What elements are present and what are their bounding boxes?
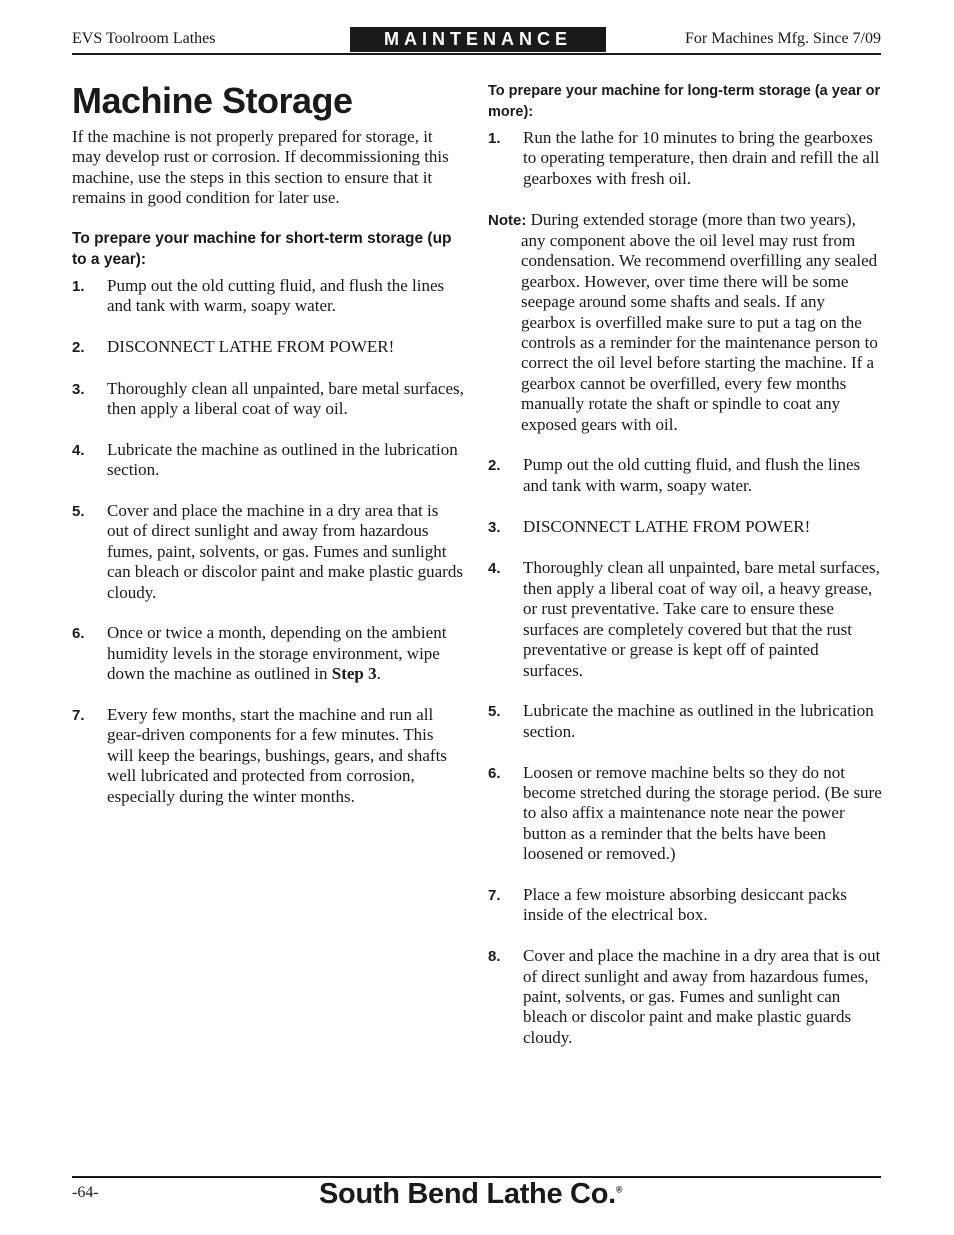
short-term-step <box>72 337 464 358</box>
step-text: Every few months, start the machine and run all gear-driven components for a few minutes. This will keep the bearings, bushings, gears, and shafts well lubricated and protected from corrosion, especially during the winter months. <box>107 705 447 806</box>
short-term-step <box>72 623 464 684</box>
step-reference: Step 3 <box>331 664 377 684</box>
long-term-step <box>488 946 882 1048</box>
step-number: 5. <box>488 703 501 721</box>
brand-logo <box>319 1178 622 1211</box>
step-text-tail: . <box>376 664 381 684</box>
left-column <box>72 80 464 827</box>
short-term-heading: To prepare your machine for short-term storage (up to a year): <box>72 229 452 268</box>
short-term-step <box>72 379 464 420</box>
long-term-step <box>488 885 882 926</box>
step-number: 5. <box>72 503 85 521</box>
short-term-step <box>72 501 464 603</box>
brand-name: South Bend Lathe Co. <box>319 1178 616 1210</box>
storage-note <box>488 210 882 435</box>
step-text: DISCONNECT LATHE FROM POWER! <box>523 516 811 536</box>
header-model-note: For Machines Mfg. Since 7/09 <box>685 30 881 47</box>
intro-paragraph: If the machine is not properly prepared for storage, it may develop rust or corrosion. If decommissioning this machine, use the steps in this section to ensure that it remains in good condition for later use. <box>72 127 449 208</box>
step-text: Pump out the old cutting fluid, and flush the lines and tank with warm, soapy water. <box>107 275 445 316</box>
step-text: Loosen or remove machine belts so they do not become stretched during the storage period. (Be sure to also affix a maintenance note near the power button as a reminder that the belts have been loosened or removed.) <box>523 762 882 864</box>
step-number: 8. <box>488 948 501 966</box>
step-number: 7. <box>72 707 85 725</box>
step-text: Run the lathe for 10 minutes to bring the gearboxes to operating temperature, then drain and refill the all gearboxes with fresh oil. <box>523 128 880 188</box>
step-number: 4. <box>488 560 501 578</box>
step-text: Lubricate the machine as outlined in the lubrication section. <box>107 439 458 480</box>
header-manual-title: EVS Toolroom Lathes <box>72 30 216 47</box>
step-number: 3. <box>72 380 85 398</box>
right-column <box>488 80 882 1069</box>
step-number: 6. <box>72 625 85 643</box>
page-header <box>72 27 881 54</box>
step-number: 6. <box>488 764 501 782</box>
long-term-step <box>488 558 882 680</box>
short-term-step <box>72 276 464 317</box>
long-term-heading: To prepare your machine for long-term storage (a year or more): <box>488 83 881 120</box>
note-text: During extended storage (more than two years), any component above the oil level may rust from condensation. We recommend overfilling any sealed gearbox. However, over time there will be some seepage around some shafts and seals. If any gearbox is overfilled make sure to put a tag on the controls as a reminder for the maintenance person to correct the oil level before starting the machine. If a gearbox cannot be overfilled, every few months manually rotate the shaft or spindle to coat any exposed gears with oil. <box>521 209 878 434</box>
step-text: Thoroughly clean all unpainted, bare metal surfaces, then apply a liberal coat of way oil, a heavy grease, or rust preventative. Take care to ensure these surfaces are completely covered but that the rust preventative or grease is kept off of painted surfaces. <box>523 558 880 680</box>
step-number: 2. <box>72 338 85 356</box>
step-text: Cover and place the machine in a dry area that is out of direct sunlight and away from hazardous fumes, paint, solvents, or gas. Fumes and sunlight can bleach or discolor paint and make plastic guards cloudy. <box>107 501 463 602</box>
registered-mark: ® <box>615 1184 623 1195</box>
page-number: -64- <box>72 1184 99 1201</box>
step-number: 7. <box>488 886 501 904</box>
step-number: 1. <box>72 277 85 295</box>
short-term-step <box>72 705 464 807</box>
note-label: Note: <box>488 211 527 229</box>
long-term-step <box>488 701 882 742</box>
long-term-step <box>488 455 882 496</box>
step-text: Place a few moisture absorbing desiccant packs inside of the electrical box. <box>523 884 847 925</box>
step-number: 2. <box>488 457 501 475</box>
step-text: DISCONNECT LATHE FROM POWER! <box>107 336 395 356</box>
step-number: 4. <box>72 441 85 459</box>
header-rule <box>72 53 881 55</box>
long-term-step <box>488 128 882 189</box>
step-text: Pump out the old cutting fluid, and flush the lines and tank with warm, soapy water. <box>523 455 861 495</box>
step-text: Lubricate the machine as outlined in the lubrication section. <box>523 701 874 741</box>
page-title: Machine Storage <box>72 80 353 121</box>
long-term-step <box>488 517 882 538</box>
short-term-step <box>72 440 464 481</box>
step-text <box>107 623 464 684</box>
long-term-step <box>488 763 882 865</box>
step-number: 3. <box>488 518 501 536</box>
step-text: Thoroughly clean all unpainted, bare metal surfaces, then apply a liberal coat of way oil. <box>107 378 464 419</box>
step-text-lead: Once or twice a month, depending on the ambient humidity levels in the storage environment, wipe down the machine as outlined in <box>107 623 447 684</box>
header-section-label: MAINTENANCE <box>350 27 606 52</box>
step-number: 1. <box>488 130 501 147</box>
step-text: Cover and place the machine in a dry area that is out of direct sunlight and away from hazardous fumes, paint, solvents, or gas. Fumes and sunlight can bleach or discolor paint and make plastic guards cloudy. <box>523 946 881 1047</box>
